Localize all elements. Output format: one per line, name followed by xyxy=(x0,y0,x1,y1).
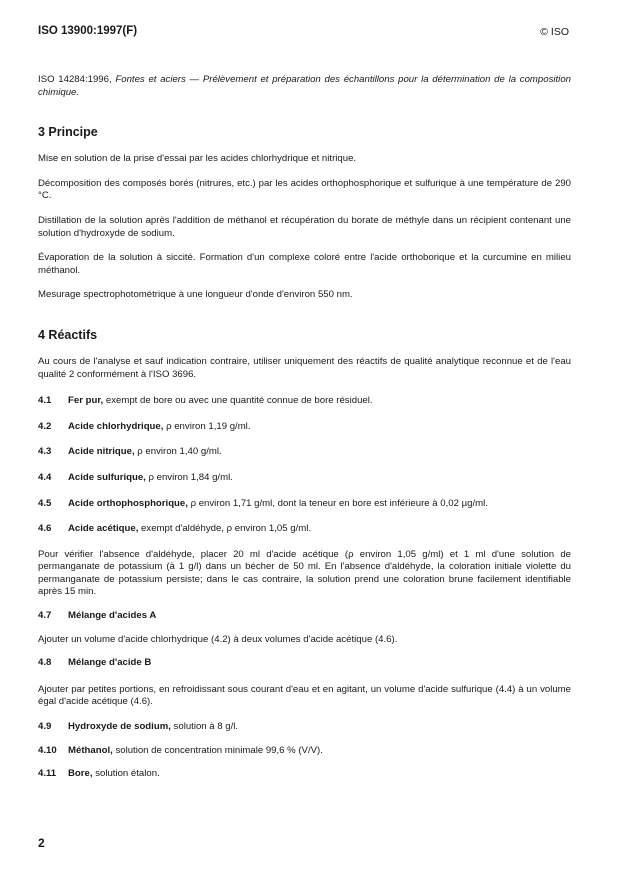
reactifs-intro: Au cours de l'analyse et sauf indication contraire, utiliser uniquement des réactifs de qualité analytique reconnue et de l'eau qualité 2 conformément à l'ISO 3696. xyxy=(38,355,571,380)
reagent-text: exempt d'aldéhyde, ρ environ 1,05 g/ml. xyxy=(138,523,312,535)
reagent-item xyxy=(38,472,571,485)
reagent-text: solution de concentration minimale 99,6 % (V/V). xyxy=(112,744,323,756)
reagent-number: 4.10 xyxy=(38,744,57,756)
standard-id: ISO 13900:1997(F) xyxy=(38,25,138,37)
reagent-text: ρ environ 1,19 g/ml. xyxy=(163,420,251,432)
section-4-title: 4 Réactifs xyxy=(38,327,98,342)
reagent-title: Acide acétique, xyxy=(68,523,139,535)
reagent-item xyxy=(38,745,571,758)
reagent-item xyxy=(38,610,571,623)
reagent-number: 4.9 xyxy=(38,721,52,733)
reagent-text: exempt de bore ou avec une quantité connue de bore résiduel. xyxy=(103,395,373,407)
reagent-number: 4.7 xyxy=(38,610,52,622)
reagent-text: solution étalon. xyxy=(92,768,160,780)
principe-paragraph: Évaporation de la solution à siccité. Formation d'un complexe coloré entre l'acide orthoborique et la curcumine en milieu méthanol. xyxy=(38,252,571,276)
reagent-number: 4.11 xyxy=(38,768,57,780)
reagent-item xyxy=(38,395,571,408)
copyright-mark: © ISO xyxy=(540,26,569,38)
reagent-number: 4.8 xyxy=(38,657,52,669)
reagent-title: Mélange d'acide B xyxy=(68,657,152,669)
reagent-text: ρ environ 1,84 g/ml. xyxy=(145,471,233,483)
reference-title: Fontes et aciers — Prélèvement et préparation des échantillons pour la détermination de la composition chimique. xyxy=(38,74,571,98)
page-number: 2 xyxy=(38,836,45,850)
reagent-number: 4.4 xyxy=(38,471,52,483)
reagent-title: Acide sulfurique, xyxy=(68,471,146,483)
reagent-item xyxy=(38,421,571,434)
principe-paragraph: Mesurage spectrophotométrique à une longueur d'onde d'environ 550 nm. xyxy=(38,289,353,301)
reagent-title: Fer pur, xyxy=(68,395,104,407)
reagent-number: 4.1 xyxy=(38,395,52,407)
reagent-item xyxy=(38,721,571,734)
reagent-item xyxy=(38,498,571,511)
mixture-b-paragraph: Ajouter par petites portions, en refroidissant sous courant d'eau et en agitant, un volume d'acide sulfurique (4.4) à un volume égal d'acide acétique (4.6). xyxy=(38,683,571,708)
reagent-item xyxy=(38,768,571,781)
reference-code: ISO 14284:1996, xyxy=(38,74,112,85)
reagent-item xyxy=(38,657,571,670)
reagent-number: 4.5 xyxy=(38,497,52,509)
reagent-title: Méthanol, xyxy=(68,744,113,756)
reagent-text: solution à 8 g/l. xyxy=(170,721,239,733)
reagent-title: Bore, xyxy=(68,768,93,780)
reagent-text: ρ environ 1,40 g/ml. xyxy=(134,446,222,458)
reagent-text: ρ environ 1,71 g/ml, dont la teneur en bore est inférieure à 0,02 µg/ml. xyxy=(187,497,488,509)
reagent-title: Hydroxyde de sodium, xyxy=(68,721,171,733)
reagent-title: Acide orthophosphorique, xyxy=(68,497,188,509)
reagent-number: 4.6 xyxy=(38,523,52,535)
reagent-item xyxy=(38,523,571,536)
reagent-number: 4.2 xyxy=(38,420,52,432)
reagent-item xyxy=(38,446,571,459)
principe-paragraph: Mise en solution de la prise d'essai par les acides chlorhydrique et nitrique. xyxy=(38,153,357,165)
reagent-number: 4.3 xyxy=(38,446,52,458)
mixture-a-paragraph: Ajouter un volume d'acide chlorhydrique (4.2) à deux volumes d'acide acétique (4.6). xyxy=(38,633,398,645)
reagent-title: Acide nitrique, xyxy=(68,446,135,458)
body-column xyxy=(38,74,571,781)
section-3-title: 3 Principe xyxy=(38,125,98,140)
reagent-title: Acide chlorhydrique, xyxy=(68,420,164,432)
aldehyde-test-paragraph: Pour vérifier l'absence d'aldéhyde, placer 20 ml d'acide acétique (ρ environ 1,05 g/ml) et 1 ml d'une solution de permanganate de potassium (à 1 g/l) dans un bécher de 50 ml. En l'absence d'aldéhyde, la coloration initiale violette du permanganate de potassium persiste; dans le cas contraire, la solution prend une coloration brune facilement identifiable après 15 min. xyxy=(38,548,571,598)
principe-paragraph: Distillation de la solution après l'addition de méthanol et récupération du borate de méthyle dans un récipient contenant une solution d'hydroxyde de sodium. xyxy=(38,214,571,239)
reference-iso14284 xyxy=(38,74,571,99)
reagent-title: Mélange d'acides A xyxy=(68,610,157,622)
principe-paragraph: Décomposition des composés borés (nitrures, etc.) par les acides orthophosphorique et sulfurique à une température de 290 °C. xyxy=(38,177,571,202)
